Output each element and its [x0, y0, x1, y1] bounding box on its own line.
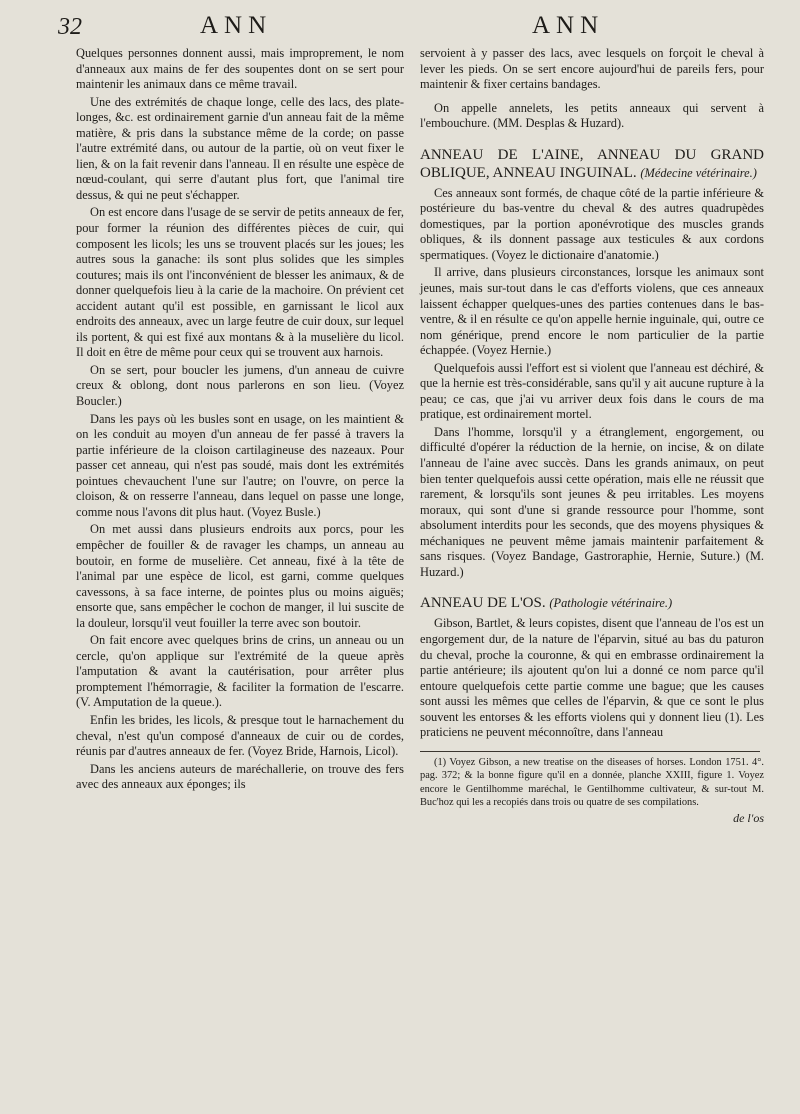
- catchword: de l'os: [733, 811, 764, 826]
- paragraph: Gibson, Bartlet, & leurs copistes, disent que l'anneau de l'os est un engorgement dur, de la nature de l'éparvin, situé au bas du paturon du cheval, proche la couronne, & qui en embrasse ordinairement la partie antérieure; ils ajoutent qu'on lui a donné ce nom parce qu'il entoure quelquefois cette partie comme une bague; que les causes sont aussi les mêmes que celles de l'éparvin, & que ce sont le plus souvent les entorses & les efforts violens qui y donnent lieu (1). Les praticiens ne peuvent méconnoître, dans l'anneau: [420, 616, 764, 740]
- paragraph: Dans les pays où les busles sont en usage, on les maintient & on les conduit au moyen d'un anneau de fer passé à travers la partie inférieure de la cloison cartilagineuse des nazeaux. Pour passer cet anneau, qui n'est pas soudé, mais dont les extrémités pointues chevauchent l'une sur l'autre; on l'ouvre, on perce la cloison, & on resserre l'anneau, dans lequel on passe une longe, comme nous l'avons dit plus haut. (Voyez Busle.): [76, 411, 404, 519]
- paragraph: Ces anneaux sont formés, de chaque côté de la partie inférieure & postérieure du bas-ventre du cheval & des autres quadrupèdes domestiques, par la portion aponévrotique des muscles grands obliques, & ils donnent passage aux testicules & aux cordons spermatiques. (Voyez le dictionaire d'anatomie.): [420, 185, 764, 262]
- paragraph: Une des extrémités de chaque longe, celle des lacs, des plate-longes, &c. est ordinairement garnie d'un anneau fait de la même matière, & pris dans la substance même de la corde; on passe l'autre extrémité dans, ou autour de la partie, où on veut fixer le lien, & on la fait revenir dans l'anneau. Il en résulte une espèce de nœud-coulant, qui serre d'autant plus fort, que l'animal tire dessus, & qui ne peut s'échapper.: [76, 94, 404, 202]
- heading-note: (Médecine vétérinaire.): [640, 165, 757, 180]
- right-column: [420, 46, 764, 827]
- left-column: [76, 46, 404, 795]
- running-head-right: ANN: [532, 12, 605, 39]
- heading-title: ANNEAU DE L'AINE, ANNEAU DU GRAND OBLIQUE, ANNEAU INGUINAL.: [420, 146, 764, 181]
- section-heading-anneau-de-l-aine: [420, 146, 764, 182]
- paragraph: Quelquefois aussi l'effort est si violent que l'anneau est déchiré, & que la hernie est très-considérable, sans qu'il y ait aucune rupture à la peau; ce cas, que j'ai vu arriver deux fois dans le cours de ma pratique, est ordinairement mortel.: [420, 360, 764, 422]
- paragraph: Dans les anciens auteurs de maréchallerie, on trouve des fers avec des anneaux aux éponges; ils: [76, 761, 404, 792]
- heading-title: ANNEAU DE L'OS.: [420, 595, 546, 612]
- section-heading-anneau-de-l-os: [420, 594, 764, 612]
- heading-note: (Pathologie vétérinaire.): [549, 596, 673, 611]
- paragraph: Enfin les brides, les licols, & presque tout le harnachement du cheval, n'est qu'un composé d'anneaux de cuir ou de cordes, réunis par d'autres anneaux de fer. (Voyez Bride, Harnois, Licol).: [76, 712, 404, 759]
- running-head-left: ANN: [200, 12, 273, 39]
- paragraph: On se sert, pour boucler les jumens, d'un anneau de cuivre creux & oblong, dont nous parlerons en son lieu. (Voyez Boucler.): [76, 362, 404, 409]
- paragraph: Quelques personnes donnent aussi, mais improprement, le nom d'anneaux aux mains de fer des soupentes dont on se sert pour maintenir les animaux dans ce même travail.: [76, 46, 404, 92]
- paragraph: On met aussi dans plusieurs endroits aux porcs, pour les empêcher de fouiller & de ravager les champs, un anneau au boutoir, en forme de muselière. Cet anneau, fixé à la tête de l'animal par une espèce de licol, est garni, comme quelques cavessons, à sa face interne, de pointes plus ou moins aiguës; ensorte que, sans empêcher le cochon de manger, il lui suscite de la douleur, lorsqu'il veut fouiller la terre avec son boutoir.: [76, 522, 404, 630]
- paragraph: Il arrive, dans plusieurs circonstances, lorsque les animaux sont jeunes, mais sur-tout dans le cas d'efforts violens, que ces anneaux laissent échapper quelques-unes des parties contenues dans le bas-ventre, & il en résulte ce qu'on appelle hernie inguinale, qui, outre ce nom générique, prend encore le nom particulier de la partie échappée. (Voyez Hernie.): [420, 265, 764, 358]
- paragraph: Dans l'homme, lorsqu'il y a étranglement, engorgement, ou difficulté d'opérer la réduction de la hernie, on incise, & on dilate l'anneau de l'aine avec succès. Dans les grands animaux, on peut bien tenter quelquefois aussi cette opération, mais elle ne réussit que rarement, & lorsqu'ils sont jeunes & peu irritables. Les moyens moraux, qui sont d'une si grande ressource pour l'homme, sont absolument interdits pour les seconds, que des moyens physiques & méchaniques ne peuvent même jamais maintenir parfaitement & sans risques. (Voyez Bandage, Gastroraphie, Hernie, Suture.) (M. Huzard.): [420, 424, 764, 579]
- footnote-rule: [420, 751, 760, 752]
- page-number: 32: [58, 14, 82, 40]
- paragraph: servoient à y passer des lacs, avec lesquels on forçoit le cheval à lever les pieds. On se sert encore aujourd'hui de pareils fers, pour maintenir & fixer certains bandages.: [420, 46, 764, 92]
- paragraph: On est encore dans l'usage de se servir de petits anneaux de fer, pour former la réunion des différentes pièces de cuir, qui composent les licols; les uns se trouvent placés sur les joues; les autres sous la ganache: ils sont plus solides que les simples coutures; mais ils ont l'inconvénient de blesser les animaux, & de donner quelquefois lieu à la carie de la machoire. On prévient cet accident autant qu'il est possible, en garnissant le licol aux endroits des anneaux, avec un large feutre de cuir doux, sur lequel ils portent, & qui est fixé aux montans & à la muselière du licol. Il doit en être de même pour ceux qui se trouvent aux harnois.: [76, 205, 404, 360]
- paragraph: On appelle annelets, les petits anneaux qui servent à l'embouchure. (MM. Desplas & Huzard).: [420, 100, 764, 131]
- paragraph: On fait encore avec quelques brins de crins, un anneau ou un cercle, qu'on applique sur l'extrémité de la queue après l'amputation & avant la cautérisation, pour arrêter plus promptement l'hémorragie, & faciliter la formation de l'escarre. (V. Amputation de la queue.).: [76, 633, 404, 710]
- footnote: (1) Voyez Gibson, a new treatise on the diseases of horses. London 1751. 4°. pag. 372; & la bonne figure qu'il en a donnée, planche XXIII, figure 1. Voyez encore le Gentilhomme maréchal, le Gentilhomme cultivateur, & sur-tout M. Buc'hoz qui les a recopiés dans trois ou quatre de ses compilations.: [420, 756, 764, 808]
